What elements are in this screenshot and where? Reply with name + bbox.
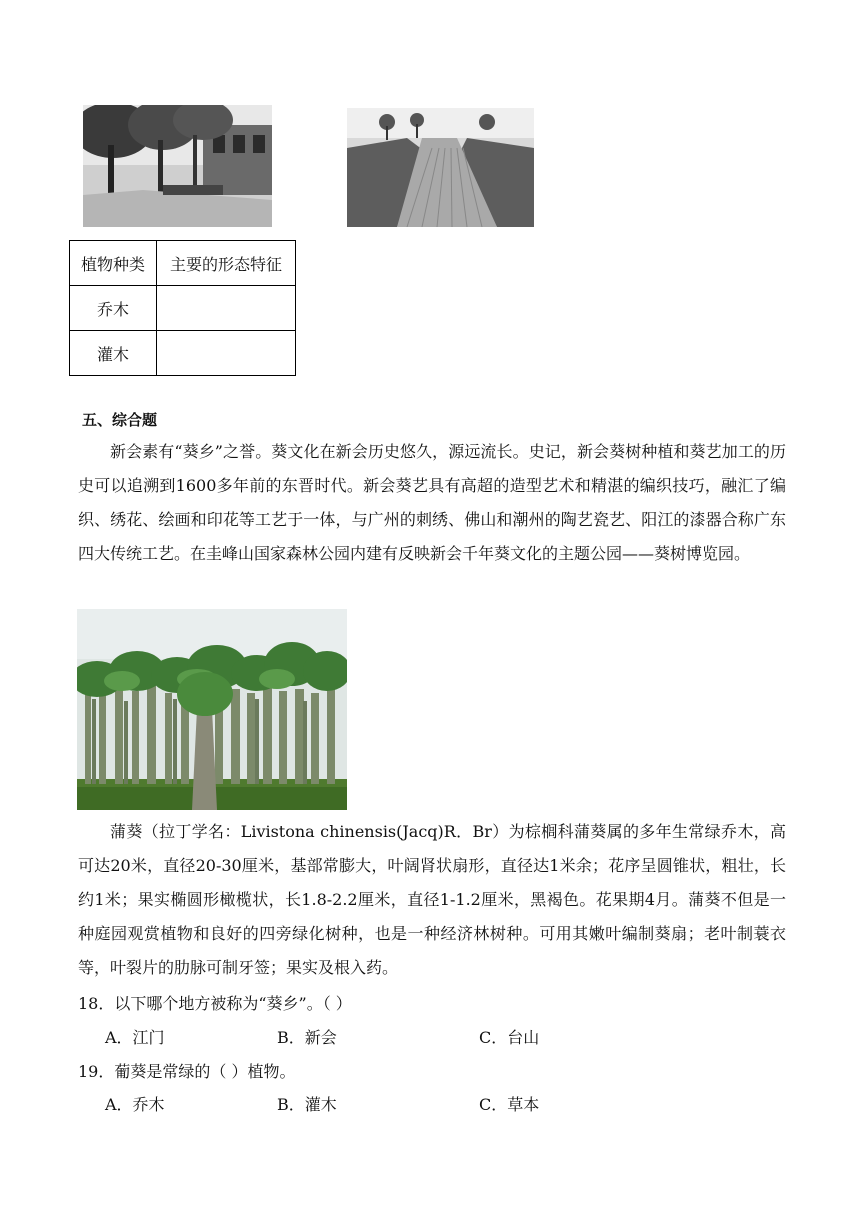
question-19-option-b: B．灌木 bbox=[277, 1095, 337, 1114]
palm-grove-photo bbox=[77, 609, 347, 810]
table-cell-name: 乔木 bbox=[70, 286, 157, 331]
table-header-cell: 植物种类 bbox=[70, 241, 157, 286]
table-row bbox=[70, 331, 296, 376]
section-title: 五、综合题 bbox=[82, 411, 158, 429]
tree-street-photo bbox=[83, 105, 272, 227]
question-19: 19．葡葵是常绿的（ ）植物。 bbox=[78, 1062, 296, 1081]
table-header-row bbox=[70, 241, 296, 286]
question-18: 18．以下哪个地方被称为“葵乡”。（ ） bbox=[78, 994, 352, 1013]
table-cell-feature bbox=[157, 286, 296, 331]
intro-paragraph: 新会素有“葵乡”之誉。葵文化在新会历史悠久，源远流长。史记，新会葵树种植和葵艺加工的历史可以追溯到1600多年前的东晋时代。新会葵艺具有高超的造型艺术和精湛的编织技巧，融汇了编织、绣花、绘画和印花等工艺于一体，与广州的刺绣、佛山和潮州的陶艺瓷艺、阳江的漆器合称广东四大传统工艺。在圭峰山国家森林公园内建有反映新会千年葵文化的主题公园——葵树博览园。 bbox=[78, 442, 786, 563]
description-paragraph: 蒲葵（拉丁学名：Livistona chinensis(Jacq)R．Br）为棕榈科蒲葵属的多年生常绿乔木，高可达20米，直径20-30厘米，基部常膨大，叶阔肾状扇形，直径达1米余；花序呈圆锥状，粗壮，长约1米；果实椭圆形橄榄状，长1.8-2.2厘米，直径1-1.2厘米，黑褐色。花果期4月。蒲葵不但是一种庭园观赏植物和良好的四旁绿化树种，也是一种经济林树种。可用其嫩叶编制葵扇；老叶制蓑衣等，叶裂片的肋脉可制牙签；果实及根入药。 bbox=[78, 822, 786, 977]
question-19-option-c: C．草本 bbox=[479, 1095, 540, 1114]
question-19-option-a: A．乔木 bbox=[105, 1095, 165, 1114]
question-18-option-a: A．江门 bbox=[105, 1028, 165, 1047]
table-row bbox=[70, 286, 296, 331]
question-18-option-b: B．新会 bbox=[277, 1028, 337, 1047]
shrub-path-photo bbox=[347, 108, 534, 227]
table-header-cell: 主要的形态特征 bbox=[157, 241, 296, 286]
plant-feature-table bbox=[69, 240, 296, 376]
table-cell-feature bbox=[157, 331, 296, 376]
table-cell-name: 灌木 bbox=[70, 331, 157, 376]
question-18-option-c: C．台山 bbox=[479, 1028, 540, 1047]
